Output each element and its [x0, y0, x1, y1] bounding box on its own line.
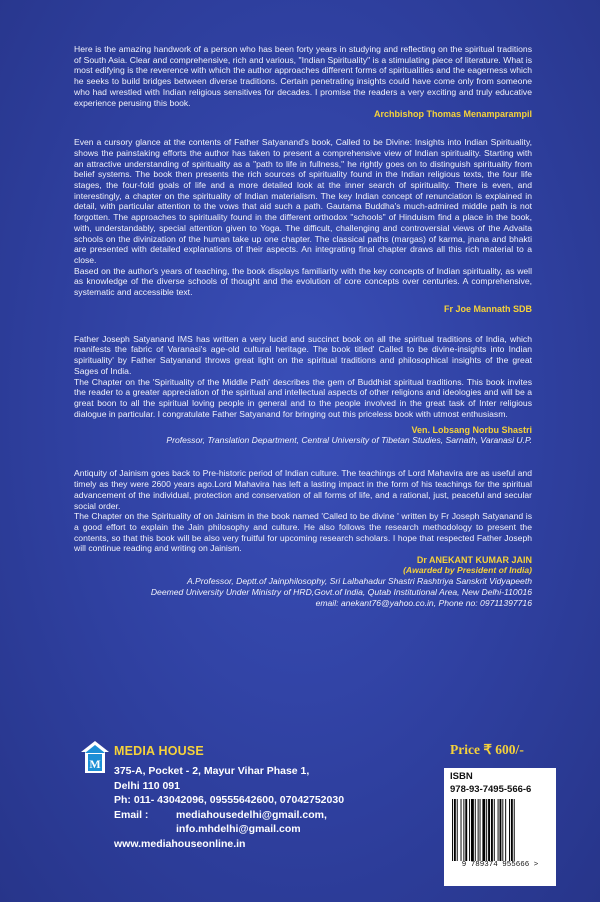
reviewer-name: Archbishop Thomas Menamparampil	[373, 109, 532, 120]
reviewer-affiliation: Deemed University Under Ministry of HRD,Govt.of India, Qutab Institutional Area, New Delhi-110016	[150, 587, 532, 598]
reviewer-affiliation: A.Professor, Deptt.of Jainphilosophy, Sri Lalbahadur Shastri Rashtriya Sanskrit Vidyapeeth	[186, 576, 532, 587]
reviewer-name: Fr Joe Mannath SDB	[443, 303, 532, 314]
media-house-logo-icon	[80, 740, 110, 774]
review-paragraph: The Chapter on the Spirituality of on Jainism in the book named 'Called to be divine ' written by Fr Joseph Satyanand is a good effort to explain the Jain philosophy and culture. He also follows the research methodology to present the contents, so that this book will be also very fruitful for upcoming research scholars. I hope that respected Father Joseph will continue reading and writing on Jainism.	[74, 511, 532, 554]
price-label: Price ₹ 600/-	[450, 742, 524, 757]
publisher-address	[114, 764, 344, 852]
review-paragraph: Even a cursory glance at the contents of Father Satyanand's book, Called to be Divine: Insights into Indian Spirituality, shows the painstaking efforts the author has taken to present a comprehensive view of Indian spirituality. Starting with an attractive understanding of spirituality as a "path to life in fullness," he rightly goes on to distinguish spirituality from belief systems. The book then presents the rich sources of spirituality found in the Indian religious texts, the four life stages, the four-fold goals of life and a more detailed look at the inner search of spirituality. There is even, and interestingly, a chapter on the spirituality of Indian materialism. The key Indian concept of renunciation is explained in detail, with particular attention to the vows that aid such a path. Gautama Buddha's much-admired middle path is not forgotten. The approaches to spirituality found in the different orthodox "schools" of Hinduism find a place in the book, with, understandably, special attention given to Yoga. The difficult, challenging and controversial views of the Advaita schools on the divinization of the human take up one chapter. The classical paths (margas) of karma, jnana and bhakti are presented with detailed explanations of their aspects. An integrating final chapter draws all this rich material to a close.	[74, 137, 532, 265]
svg-text:M: M	[89, 757, 101, 771]
barcode-graphic	[450, 799, 550, 861]
isbn-label: ISBN	[450, 771, 473, 782]
review-paragraph: Father Joseph Satyanand IMS has written a very lucid and succinct book on all the spiritual traditions of India, which manifests the fabric of Varanasi's age-old cultural heritage. The book titled' Called to be divine-insights into Indian spirituality' by Father Satyanand throws great light on the spiritual traditions and philosophical insights of the great Sages of India.	[74, 333, 532, 376]
reviews-column	[74, 44, 532, 609]
review-4	[74, 468, 532, 609]
review-paragraph: Antiquity of Jainism goes back to Pre-historic period of Indian culture. The teachings of Lord Mahavira are as useful and timely as they were 2600 years ago.Lord Mahavira has left a lasting impact in the form of his teachings for the spiritual advancement of the individual, protection and conservation of all forms of life, and a rational, just, peaceful and secular social order.	[74, 468, 532, 511]
reviewer-name: Ven. Lobsang Norbu Shastri	[411, 425, 532, 436]
reviewer-name: Dr ANEKANT KUMAR JAIN	[416, 555, 532, 566]
publisher-footer	[80, 740, 550, 890]
address-line: Delhi 110 091	[114, 779, 180, 792]
website-line: www.mediahouseonline.in	[114, 837, 246, 850]
review-paragraph: Here is the amazing handwork of a person who has been forty years in studying and reflecting on the spiritual traditions of South Asia. Clear and comprehensive, rich and various, "Indian Spirituality" is a stimulating piece of literature. What is most edifying is the reverence with which the author approaches different forms of spiritualities and the eagerness which he seeks to build bridges between diverse traditions. Certain penetrating insights could have come only from someone who had wrestled with Indian religious sensitives for decades. I promise the readers a very exciting and truly educative experience perusing this book.	[74, 44, 532, 108]
isbn-number: 978-93-7495-566-6	[450, 784, 532, 795]
reviewer-affiliation: Professor, Translation Department, Central University of Tibetan Studies, Sarnath, Varanasi U.P.	[166, 435, 532, 446]
review-3	[74, 334, 532, 447]
isbn-box	[444, 768, 556, 886]
address-line: 375-A, Pocket - 2, Mayur Vihar Phase 1,	[114, 765, 310, 777]
reviewer-award: (Awarded by President of India)	[403, 565, 532, 576]
reviewer-contact: email: anekant76@yahoo.co.in, Phone no: 09711397716	[315, 598, 532, 609]
email-address: mediahousedelhi@gmail.com,	[176, 808, 327, 821]
review-1	[74, 44, 532, 119]
email-label: Email :	[114, 808, 149, 821]
publisher-name: MEDIA HOUSE	[114, 744, 204, 758]
barcode-digits: 9 789374 955666 >	[461, 861, 539, 869]
phone-line: Ph: 011- 43042096, 09555642600, 07042752030	[114, 794, 345, 807]
review-paragraph: Based on the author's years of teaching, the book displays familiarity with the key concepts of Indian spirituality, as well as knowledge of the diverse schools of thought and the evolution of core concepts over centuries. A comprehensive, systematic and accessible text.	[74, 265, 532, 298]
email-block	[114, 808, 344, 837]
email-address: info.mhdelhi@gmail.com	[176, 823, 301, 836]
review-paragraph: The Chapter on the 'Spirituality of the Middle Path' describes the gem of Buddhist spiritual traditions. This book invites the reader to a greater appreciation of the spiritual and intellectual aspects of other religions and ideologies and will be a great boon to all the spiritual loving people in general and to the people involved in the great task of Inter religious dialogue in particular. I congratulate Father Satyanand for bringing out this priceless book with utmost enthusiasm.	[74, 376, 532, 419]
review-2	[74, 137, 532, 314]
